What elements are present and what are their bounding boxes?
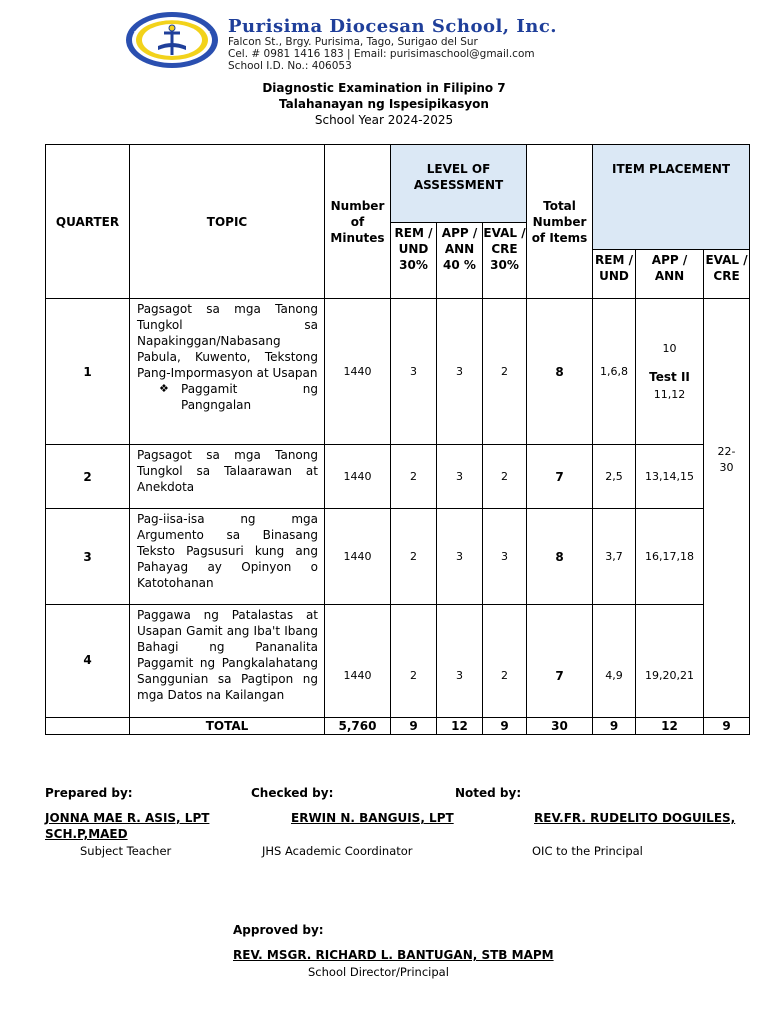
header-app-ann-pct: APP / ANN 40 %: [437, 223, 483, 299]
minutes-cell: 1440: [325, 299, 391, 445]
totals-minutes: 5,760: [325, 718, 391, 735]
letterhead: [124, 10, 684, 70]
topic-cell: Pagsagot sa mga Tanong Tungkol sa Talaarawan at Anekdota: [130, 445, 325, 509]
placement-app-cell: 19,20,21: [636, 605, 704, 718]
header-total-items: Total Number of Items: [527, 145, 593, 299]
school-year: School Year 2024-2025: [314, 113, 454, 127]
header-level-of-assessment: LEVEL OF ASSESSMENT: [391, 145, 527, 223]
eval-cell: 2: [483, 299, 527, 445]
checked-by-name: ERWIN N. BANGUIS, LPT: [291, 811, 454, 825]
totals-eval: 9: [483, 718, 527, 735]
school-name: Purisima Diocesan School, Inc.: [228, 16, 558, 37]
table-title: Talahanayan ng Ispesipikasyon: [279, 97, 489, 111]
eval-cell: 3: [483, 509, 527, 605]
approved-by-name: REV. MSGR. RICHARD L. BANTUGAN, STB MAPM: [233, 948, 554, 962]
total-items-cell: 8: [527, 509, 593, 605]
quarter-cell: 4: [46, 605, 130, 718]
checked-by-label: Checked by:: [251, 786, 334, 800]
rem-cell: 3: [391, 299, 437, 445]
total-items-cell: 8: [527, 299, 593, 445]
placement-rem-cell: 4,9: [593, 605, 636, 718]
placement-rem-cell: 1,6,8: [593, 299, 636, 445]
header-rem-und-pct: REM / UND 30%: [391, 223, 437, 299]
totals-placement-app: 12: [636, 718, 704, 735]
totals-placement-rem: 9: [593, 718, 636, 735]
header-topic: TOPIC: [130, 145, 325, 299]
header-placement-rem-und: REM / UND: [593, 250, 636, 299]
topic-bullet-text: Paggamit ng Pangngalan: [181, 382, 318, 412]
school-id: School I.D. No.: 406053: [228, 60, 352, 72]
school-address: Falcon St., Brgy. Purisima, Tago, Surigao del Sur: [228, 36, 478, 48]
table-row: [46, 445, 750, 509]
header-eval-cre-pct: EVAL / CRE 30%: [483, 223, 527, 299]
header-row: [46, 145, 750, 223]
totals-spacer: [46, 718, 130, 735]
rem-cell: 2: [391, 509, 437, 605]
prepared-by-label: Prepared by:: [45, 786, 133, 800]
table-of-specifications: [45, 144, 750, 735]
placement-eval-value: 22-30: [717, 445, 736, 474]
noted-by-label: Noted by:: [455, 786, 522, 800]
eval-cell: 2: [483, 445, 527, 509]
placement-app-value: 10: [662, 342, 677, 355]
total-items-cell: 7: [527, 445, 593, 509]
prepared-by-name: JONNA MAE R. ASIS, LPT: [45, 811, 210, 825]
placement-rem-cell: 3,7: [593, 509, 636, 605]
topic-cell: [130, 299, 325, 445]
totals-rem: 9: [391, 718, 437, 735]
prepared-by-role: Subject Teacher: [80, 844, 172, 858]
header-placement-eval-cre: EVAL / CRE: [704, 250, 750, 299]
totals-row: [46, 718, 750, 735]
topic-cell: Paggawa ng Patalastas at Usapan Gamit ang Iba't Ibang Bahagi ng Pananalita Paggamit ng Pangkalahatang Sanggunian sa Pagtipon ng mga Datos na Kailangan: [130, 605, 325, 718]
table-row: [46, 299, 750, 445]
table-row: [46, 605, 750, 718]
placement-app-cell: 13,14,15: [636, 445, 704, 509]
app-cell: 3: [437, 299, 483, 445]
prepared-by-credentials: SCH.P,MAED: [45, 827, 128, 841]
app-cell: 3: [437, 445, 483, 509]
exam-title: Diagnostic Examination in Filipino 7: [262, 81, 506, 95]
placement-app-extra: 11,12: [653, 388, 686, 401]
rem-cell: 2: [391, 605, 437, 718]
noted-by-role: OIC to the Principal: [532, 844, 643, 858]
placement-app-cell: [636, 299, 704, 445]
approved-by-label: Approved by:: [233, 923, 324, 937]
minutes-cell: 1440: [325, 509, 391, 605]
checked-by-role: JHS Academic Coordinator: [262, 844, 413, 858]
diamond-bullet-icon: ❖: [159, 382, 169, 395]
school-seal-logo: [124, 10, 220, 70]
document-titles: [0, 80, 768, 128]
topic-bullet: [137, 381, 318, 413]
header-quarter: QUARTER: [46, 145, 130, 299]
totals-items: 30: [527, 718, 593, 735]
header-item-placement: ITEM PLACEMENT: [593, 145, 750, 250]
header-minutes: Number of Minutes: [325, 145, 391, 299]
noted-by-name: REV.FR. RUDELITO DOGUILES,: [534, 811, 736, 825]
totals-placement-eval: 9: [704, 718, 750, 735]
quarter-cell: 2: [46, 445, 130, 509]
quarter-cell: 1: [46, 299, 130, 445]
minutes-cell: 1440: [325, 605, 391, 718]
totals-label: TOTAL: [130, 718, 325, 735]
totals-app: 12: [437, 718, 483, 735]
quarter-cell: 3: [46, 509, 130, 605]
header-placement-app-ann: APP / ANN: [636, 250, 704, 299]
app-cell: 3: [437, 605, 483, 718]
placement-rem-cell: 2,5: [593, 445, 636, 509]
app-cell: 3: [437, 509, 483, 605]
approved-by-role: School Director/Principal: [308, 965, 449, 979]
topic-cell: Pag-iisa-isa ng mga Argumento sa Binasang Teksto Pagsusuri kung ang Pahayag ay Opinyon o Katotohanan: [130, 509, 325, 605]
test-label: Test II: [649, 370, 690, 384]
rem-cell: 2: [391, 445, 437, 509]
topic-text: Pagsagot sa mga Tanong Tungkol sa Napakinggan/Nabasang Pabula, Kuwento, Tekstong Pang-Impormasyon at Usapan: [137, 302, 318, 380]
placement-eval-cell: [704, 299, 750, 718]
minutes-cell: 1440: [325, 445, 391, 509]
school-contact: Cel. # 0981 1416 183 | Email: purisimaschool@gmail.com: [228, 48, 535, 60]
table-row: [46, 509, 750, 605]
eval-cell: 2: [483, 605, 527, 718]
total-items-cell: 7: [527, 605, 593, 718]
placement-app-cell: 16,17,18: [636, 509, 704, 605]
